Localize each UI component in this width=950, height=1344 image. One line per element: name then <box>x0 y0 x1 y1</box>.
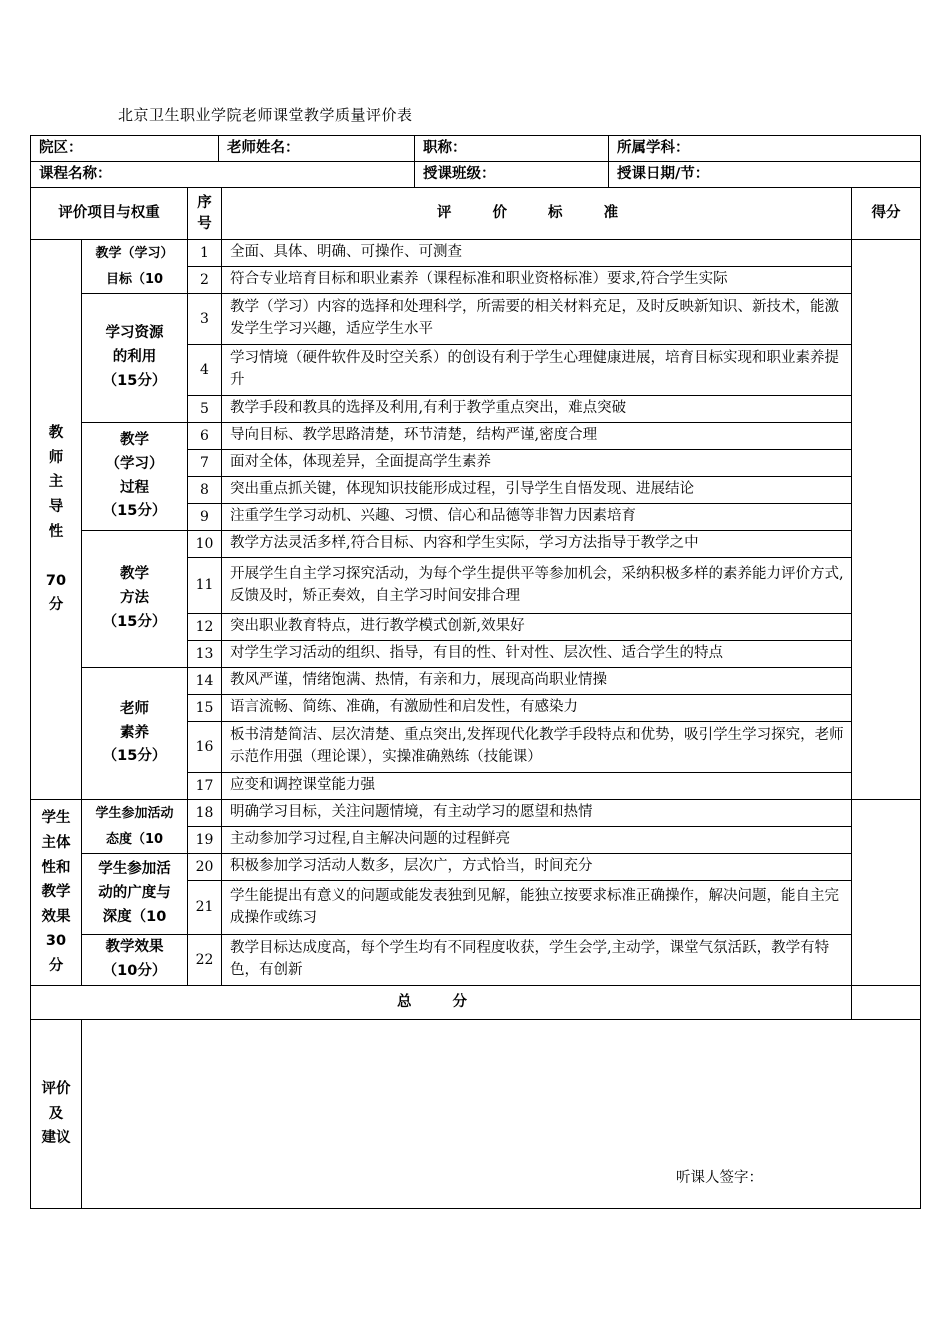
criteria-text: 开展学生自主学习探究活动，为每个学生提供平等参加机会，采纳积极多样的素养能力评价方式,反馈及时，矫正奏效，自主学习时间安排合理 <box>222 558 852 614</box>
col-criteria-header: 评 价 标 准 <box>222 188 852 240</box>
criteria-num: 6 <box>188 423 222 450</box>
criteria-num: 13 <box>188 641 222 668</box>
criteria-text: 明确学习目标，关注问题情境，有主动学习的愿望和热情 <box>222 800 852 827</box>
criteria-text: 突出职业教育特点，进行教学模式创新,效果好 <box>222 614 852 641</box>
criteria-num: 3 <box>188 294 222 345</box>
criteria-num: 4 <box>188 345 222 396</box>
criteria-num: 15 <box>188 695 222 722</box>
criteria-num: 10 <box>188 531 222 558</box>
signature-label: 听课人签字： <box>676 1170 763 1186</box>
criteria-num: 16 <box>188 722 222 773</box>
criteria-text: 导向目标、教学思路清楚，环节清楚，结构严谨,密度合理 <box>222 423 852 450</box>
col-item-header: 评价项目与权重 <box>31 188 188 240</box>
sub-effect: 教学效果 （10分） <box>82 935 188 986</box>
date-field: 授课日期/节： <box>609 162 921 188</box>
class-field: 授课班级： <box>415 162 609 188</box>
criteria-num: 11 <box>188 558 222 614</box>
group-student-main: 学生 主体 性和 教学 效果 30 分 <box>31 800 82 986</box>
score-cell <box>852 240 921 800</box>
sub-process: 教学 （学习） 过程 （15分） <box>82 423 188 531</box>
criteria-text: 符合专业培育目标和职业素养（课程标准和职业资格标准）要求,符合学生实际 <box>222 267 852 294</box>
course-name-field: 课程名称： <box>31 162 415 188</box>
criteria-num: 8 <box>188 477 222 504</box>
criteria-num: 1 <box>188 240 222 267</box>
criteria-text: 突出重点抓关键，体现知识技能形成过程，引导学生自悟发现、进展结论 <box>222 477 852 504</box>
criteria-num: 7 <box>188 450 222 477</box>
criteria-text: 积极参加学习活动人数多，层次广，方式恰当，时间充分 <box>222 854 852 881</box>
criteria-text: 板书清楚简洁、层次清楚、重点突出,发挥现代化教学手段特点和优势，吸引学生学习探究，老师示范作用强（理论课），实操准确熟练（技能课） <box>222 722 852 773</box>
sub-quality: 老师 素养 （15分） <box>82 668 188 800</box>
criteria-text: 教学（学习）内容的选择和处理科学，所需要的相关材料充足，及时反映新知识、新技术，能激发学生学习兴趣，适应学生水平 <box>222 294 852 345</box>
total-label: 总 分 <box>31 986 852 1020</box>
criteria-num: 18 <box>188 800 222 827</box>
criteria-text: 学习情境（硬件软件及时空关系）的创设有利于学生心理健康进展，培育目标实现和职业素养提升 <box>222 345 852 396</box>
evaluation-table <box>30 187 921 1209</box>
criteria-text: 对学生学习活动的组织、指导，有目的性、针对性、层次性、适合学生的特点 <box>222 641 852 668</box>
rank-field: 职称： <box>415 136 609 162</box>
criteria-text: 应变和调控课堂能力强 <box>222 773 852 800</box>
score-cell <box>852 800 921 986</box>
sub-attitude: 学生参加活动 态度（10 <box>82 800 188 854</box>
header-info-table <box>30 135 921 188</box>
teacher-name-field: 老师姓名： <box>219 136 415 162</box>
group-teacher-lead: 教 师 主 导 性 70 分 <box>31 240 82 800</box>
comments-label: 评价 及 建议 <box>31 1020 82 1209</box>
criteria-text: 全面、具体、明确、可操作、可测查 <box>222 240 852 267</box>
criteria-num: 19 <box>188 827 222 854</box>
criteria-num: 21 <box>188 881 222 935</box>
criteria-text: 语言流畅、简练、准确，有激励性和启发性，有感染力 <box>222 695 852 722</box>
criteria-num: 14 <box>188 668 222 695</box>
col-score-header: 得分 <box>852 188 921 240</box>
criteria-num: 22 <box>188 935 222 986</box>
sub-breadth: 学生参加活 动的广度与 深度（10 <box>82 854 188 935</box>
criteria-num: 5 <box>188 396 222 423</box>
document-title: 北京卫生职业学院老师课堂教学质量评价表 <box>118 106 413 124</box>
criteria-text: 学生能提出有意义的问题或能发表独到见解，能独立按要求标准正确操作，解决问题，能自主完成操作或练习 <box>222 881 852 935</box>
criteria-text: 注重学生学习动机、兴趣、习惯、信心和品德等非智力因素培育 <box>222 504 852 531</box>
criteria-text: 教风严谨，情绪饱满、热情，有亲和力，展现高尚职业情操 <box>222 668 852 695</box>
criteria-num: 20 <box>188 854 222 881</box>
total-score-cell <box>852 986 921 1020</box>
criteria-text: 面对全体，体现差异，全面提高学生素养 <box>222 450 852 477</box>
sub-resource: 学习资源 的利用 （15分） <box>82 294 188 423</box>
criteria-text: 教学手段和教具的选择及利用,有利于教学重点突出，难点突破 <box>222 396 852 423</box>
subject-field: 所属学科： <box>609 136 921 162</box>
criteria-num: 17 <box>188 773 222 800</box>
criteria-text: 主动参加学习过程,自主解决问题的过程鲜亮 <box>222 827 852 854</box>
sub-goal: 教学（学习） 目标（10 <box>82 240 188 294</box>
comments-area[interactable] <box>82 1020 921 1209</box>
campus-field: 院区： <box>31 136 219 162</box>
criteria-num: 12 <box>188 614 222 641</box>
criteria-text: 教学方法灵活多样,符合目标、内容和学生实际，学习方法指导于教学之中 <box>222 531 852 558</box>
criteria-num: 2 <box>188 267 222 294</box>
criteria-num: 9 <box>188 504 222 531</box>
col-seq-header: 序 号 <box>188 188 222 240</box>
sub-method: 教学 方法 （15分） <box>82 531 188 668</box>
criteria-text: 教学目标达成度高，每个学生均有不同程度收获，学生会学,主动学，课堂气氛活跃，教学有特色，有创新 <box>222 935 852 986</box>
